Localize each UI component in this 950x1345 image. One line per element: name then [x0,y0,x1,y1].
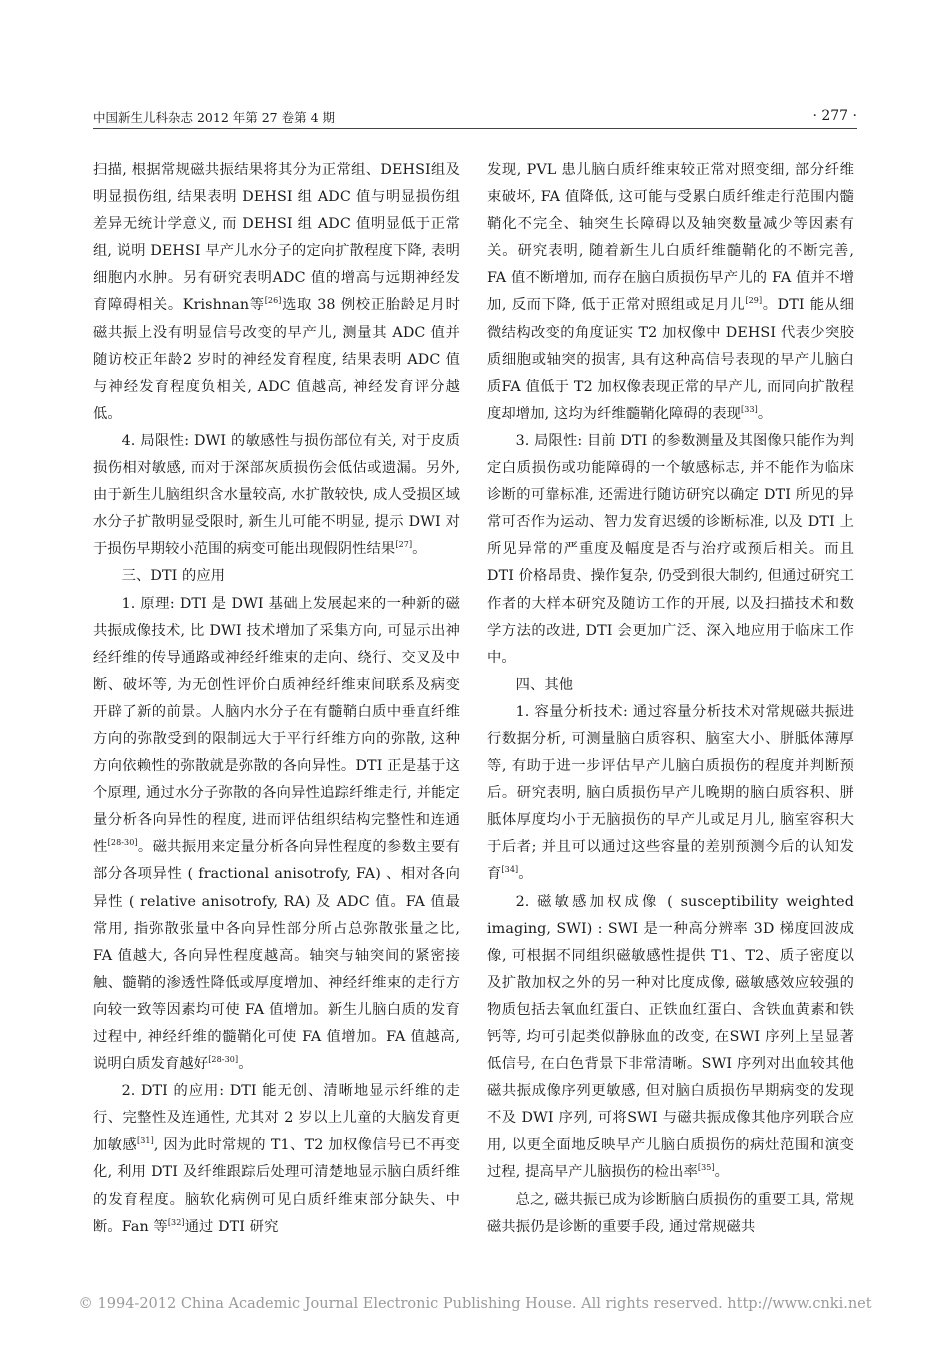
citation: [27] [395,540,413,550]
paragraph: 发现, PVL 患儿脑白质纤维束较正常对照变细, 部分纤维束破坏, FA 值降低, 这可能与受累白质纤维走行范围内髓鞘化不完全、轴突生长障碍以及轴突数量减少等因素有关。研究表明, 随着新生儿白质纤维髓鞘化的不断完善, FA 值不断增加, 而存在脑白质损伤早产儿的 FA 值并不增加, 反而下降, 低于正常对照组或足月儿[29]。DTI 能从细微结构改变的角度证实 T2 加权像中 DEHSI 代表少突胶质细胞或轴突的损害, 具有这种高信号表现的早产儿脑白质FA 值低于 T2 加权像表现正常的早产儿, 而同向扩散程度却增加, 这均为纤维髓鞘化障碍的表现[33]。 [487,162,854,422]
left-column [93,157,460,1241]
citation: [26] [264,296,282,306]
journal-title: 中国新生儿科杂志 2012 年第 27 卷第 4 期 [93,110,336,125]
paragraph: 4. 局限性: DWI 的敏感性与损伤部位有关, 对于皮质损伤相对敏感, 而对于深部灰质损伤会低估或遗漏。另外, 由于新生儿脑组织含水量较高, 水扩散较快, 成人受损区域水分子扩散明显受限时, 新生儿可能不明显, 提示 DWI 对于损伤早期较小范围的病变可能出现假阴性结果[27]。 [93,432,460,558]
citation: [31] [136,1136,154,1146]
paragraph: 1. 容量分析技术: 通过容量分析技术对常规磁共振进行数据分析, 可测量脑白质容积、脑室大小、胼胝体薄厚等, 有助于进一步评估早产儿脑白质损伤的程度并判断预后。研究表明, 脑白质损伤早产儿晚期的脑白质容积、胼胝体厚度均小于无脑损伤的早产儿或足月儿, 脑室容积大于后者; 并且可以通过这些容量的差别预测今后的认知发育[34]。 [487,703,854,883]
paragraph: 扫描, 根据常规磁共振结果将其分为正常组、DEHSI组及明显损伤组, 结果表明 DEHSI 组 ADC 值与明显损伤组差异无统计学意义, 而 DEHSI 组 ADC 值明显低于正常组, 说明 DEHSI 早产儿水分子的定向扩散程度下降, 表明细胞内水肿。另有研究表明ADC 值的增高与远期神经发育障碍相关。Krishnan等[26]选取 38 例校正胎龄足月时磁共振上没有明显信号改变的早产儿, 测量其 ADC 值并随访校正年龄2 岁时的神经发育程度, 结果表明 ADC 值与神经发育程度负相关, ADC 值越高, 神经发育评分越低。 [93,162,460,422]
paragraph: 2. 磁敏感加权成像 ( susceptibility weighted imaging, SWI) : SWI 是一种高分辨率 3D 梯度回波成像, 可根据不同组织磁敏感性提供 T1、T2、质子密度以及扩散加权之外的另一种对比度成像, 磁敏感效应较强的物质包括去氧血红蛋白、正铁血红蛋白、含铁血黄素和铁钙等, 均可引起类似静脉血的改变, 在SWI 序列上呈显著低信号, 在白色背景下非常清晰。SWI 序列对出血较其他磁共振成像序列更敏感, 但对脑白质损伤早期病变的发现不及 DWI 序列, 可将SWI 与磁共振成像其他序列联合应用, 以更全面地反映早产儿脑白质损伤的病灶范围和演变过程, 提高早产儿脑损伤的检出率[35]。 [487,893,854,1181]
citation: [35] [697,1163,715,1173]
section-heading: 四、其他 [515,676,574,693]
citation: [33] [741,405,758,415]
paragraph: 3. 局限性: 目前 DTI 的参数测量及其图像只能作为判定白质损伤或功能障碍的一个敏感标志, 并不能作为临床诊断的可靠标准, 还需进行随访研究以确定 DTI 所见的异常可否作为运动、智力发育迟缓的诊断标准, 以及 DTI 上所见异常的严重度及幅度是否与治疗或预后相关。而且 DTI 价格昂贵、操作复杂, 仍受到很大制约, 但通过研究工作者的大样本研究及随访工作的开展, 以及扫描技术和数学方法的改进, DTI 会更加广泛、深入地应用于临床工作中。 [487,432,854,666]
citation: [32] [167,1217,185,1227]
paragraph: 2. DTI 的应用: DTI 能无创、清晰地显示纤维的走行、完整性及连通性, 尤其对 2 岁以上儿童的大脑发育更加敏感[31], 因为此时常规的 T1、T2 加权像信号已不再变化, 利用 DTI 及纤维跟踪后处理可清楚地显示脑白质纤维的发育程度。脑软化病例可见白质纤维束部分缺失、中断。Fan 等[32]通过 DTI 研究 [93,1083,460,1235]
paragraph: 1. 原理: DTI 是 DWI 基础上发展起来的一种新的磁共振成像技术, 比 DWI 技术增加了采集方向, 可显示出神经纤维的传导通路或神经纤维束的走向、绕行、交叉及中断、破坏等, 为无创性评价白质神经纤维束间联系及病变开辟了新的前景。人脑内水分子在有髓鞘白质中垂直纤维方向的弥散受到的限制远大于平行纤维方向的弥散, 这种方向依赖性的弥散就是弥散的各向异性。DTI 正是基于这个原理, 通过水分子弥散的各向异性追踪纤维走行, 并能定量分析各向异性的程度, 进而评估组织结构完整性和连通性[28-30]。磁共振用来定量分析各向异性程度的参数主要有部分各项异性 ( fractional anisotrofy, FA) 、相对各向异性 ( relative anisotrofy, RA) 及 ADC 值。FA 值最常用, 指弥散张量中各向异性部分所占总弥散张量之比, FA 值越大, 各向异性程度越高。轴突与轴突间的紧密接触、髓鞘的渗透性降低或厚度增加、神经纤维束的走行方向较一致等因素均可使 FA 值增加。新生儿脑白质的发育过程中, 神经纤维的髓鞘化可使 FA 值增加。FA 值越高, 说明白质发育越好[28-30]。 [93,595,460,1073]
citation: [28-30] [107,838,138,848]
copyright-footer: © 1994-2012 China Academic Journal Electronic Publishing House. All rights reserved. http://www.cnki.net [78,1296,872,1312]
section-heading: 三、DTI 的应用 [121,568,226,585]
citation: [28-30] [208,1055,239,1065]
paragraph: 总之, 磁共振已成为诊断脑白质损伤的重要工具, 常规磁共振仍是诊断的重要手段, 通过常规磁共 [487,1191,854,1235]
page-header [93,108,857,129]
page-number: · 277 · [812,108,857,124]
citation: [34] [501,865,519,875]
citation: [29] [745,296,763,306]
right-column [487,157,854,1241]
